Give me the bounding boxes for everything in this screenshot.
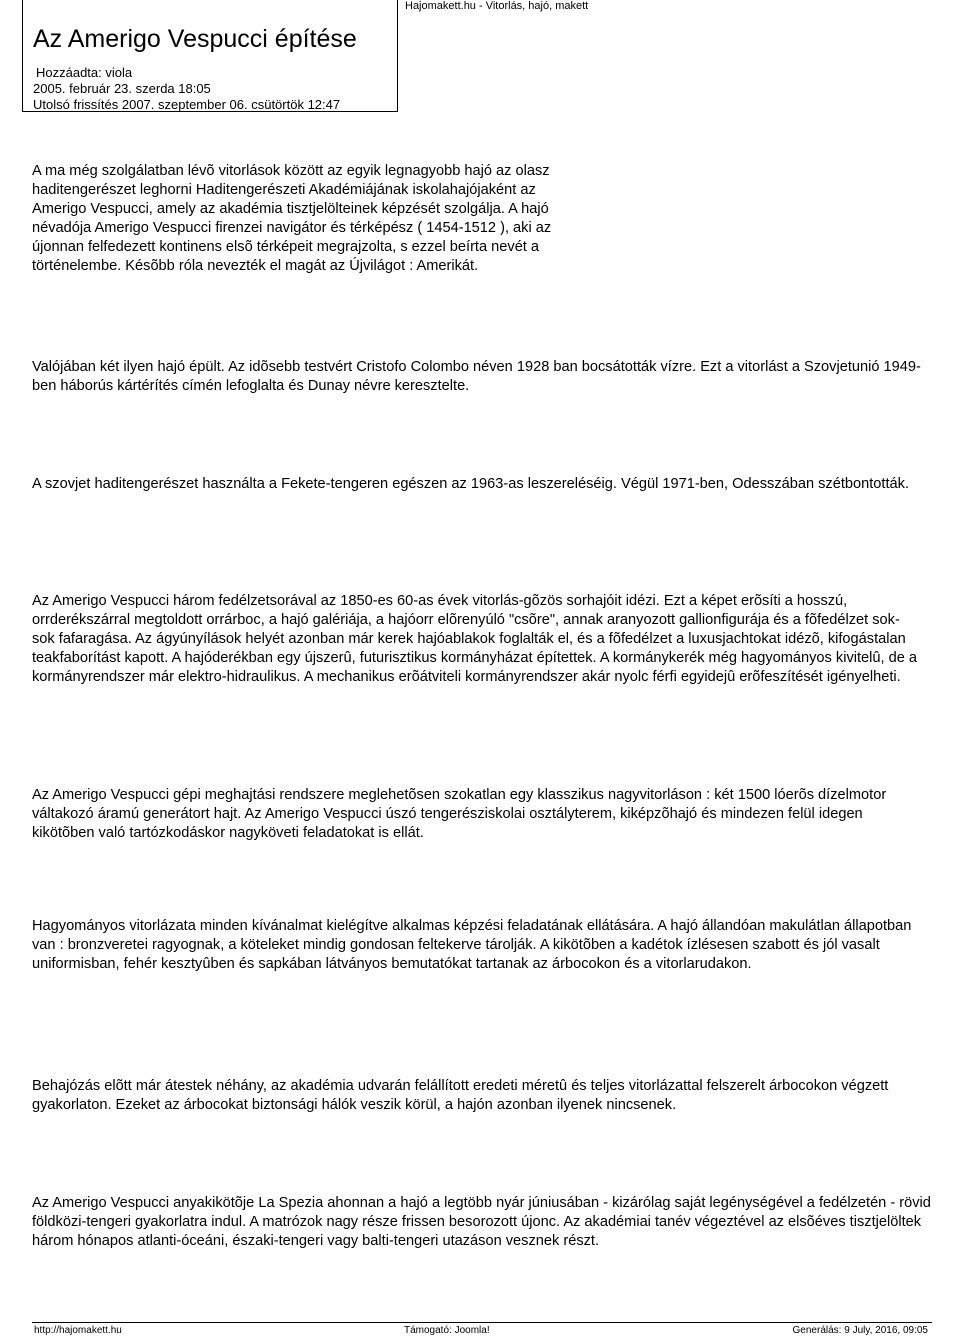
created-date: 2005. február 23. szerda 18:05 xyxy=(33,81,211,96)
article-paragraph-6: Hagyományos vitorlázata minden kívánalmat kielégítve alkalmas képzési feladatának ellátására. A hajó állandóan makulátlan állapotban van : bronzveretei ragyognak, a köteleket mindig gondosan feltekerve tárolják. A kikötõben a kadétok ízlésesen szabott és jól vasalt uniformisban, fehér kesztyûben és sapkában látványos bemutatókat tartanak az árbocokon és a vitorlarudakon. xyxy=(32,918,912,972)
article-paragraph-8: Az Amerigo Vespucci anyakikötõje La Spezia ahonnan a hajó a legtöbb nyár júniusában - kizárólag saját legénységével a fedélzetén - rövid földközi-tengeri gyakorlatra indul. A matrózok nagy része frissen besorozott újonc. Az akadémiai tanév végeztével az elsõéves tisztjelöltek három hónapos atlanti-óceáni, északi-tengeri vagy balti-tengeri utazáson vesznek részt. xyxy=(32,1195,931,1249)
site-name: Hajomakett.hu - Vitorlás, hajó, makett xyxy=(405,0,589,12)
footer-generated: Generálás: 9 July, 2016, 09:05 xyxy=(792,1325,928,1336)
article-paragraph-7: Behajózás elõtt már átestek néhány, az akadémia udvarán felállított eredeti méretû és teljes vitorlázattal felszerelt árbocokon végzett gyakorlaton. Ezeket az árbocokat biztonsági hálók veszik körül, a hajón azonban ilyenek nincsenek. xyxy=(32,1078,889,1113)
updated-date: Utolsó frissítés 2007. szeptember 06. csütörtök 12:47 xyxy=(33,97,341,112)
author-line: Hozzáadta: viola xyxy=(36,65,133,80)
footer-sponsor: Támogató: Joomla! xyxy=(404,1325,490,1336)
article-paragraph-4: Az Amerigo Vespucci három fedélzetsorával az 1850-es 60-as évek vitorlás-gõzös sorhajóit idézi. Ezt a képet erõsíti a hosszú, orrderékszárral megtoldott orrárboc, a hajó galériája, a hajóorr elõrenyúló "csõre", annak aranyozott gallionfigurája és a fõfedélzet sok-sok fafaragása. Az ágyúnyílások helyét azonban már kerek hajóablakok foglalták el, és a fõfedélzet a luxusjachtokat idézõ, kifogástalan teakfaborítást kapott. A hajóderékban egy újszerû, futurisztikus kormányházat építettek. A kormánykerék még hagyományos kivitelû, de a kormányrendszer már elektro-hidraulikus. A mechanikus erõátviteli kormányrendszer akár nyolc férfi egyidejû erõfeszítését igényelheti. xyxy=(32,593,918,685)
footer-url[interactable]: http://hajomakett.hu xyxy=(34,1325,122,1336)
page-footer xyxy=(32,1322,932,1337)
article-paragraph-3: A szovjet haditengerészet használta a Fekete-tengeren egészen az 1963-as leszereléséig. Végül 1971-ben, Odesszában szétbontották. xyxy=(32,476,909,492)
article-paragraph-1: A ma még szolgálatban lévõ vitorlások között az egyik legnagyobb hajó az olasz haditengerészet leghorni Haditengerészeti Akadémiájának iskolahajójaként az Amerigo Vespucci, amely az akadémia tisztjelölteinek képzését szolgálja. A hajó névadója Amerigo Vespucci firenzei navigátor és térképész ( 1454-1512 ), aki az újonnan felfedezett kontinens elsõ térképeit megrajzolta, s ezzel beírta nevét a történelembe. Késõbb róla nevezték el magát az Újvilágot : Amerikát. xyxy=(32,163,552,274)
article-paragraph-2: Valójában két ilyen hajó épült. Az idõsebb testvért Cristofo Colombo néven 1928 ban bocsátották vízre. Ezt a vitorlást a Szovjetunió 1949-ben háborús kártérítés címén lefoglalta és Dunay névre keresztelte. xyxy=(32,359,921,394)
article-paragraph-5: Az Amerigo Vespucci gépi meghajtási rendszere meglehetõsen szokatlan egy klasszikus nagyvitorláson : két 1500 lóerõs dízelmotor váltakozó áramú generátort hajt. Az Amerigo Vespucci úszó tengerésziskolai osztályterem, kiképzõhajó és mindezen felül idegen kikötõben való tartózkodáskor nagyköveti feladatokat is ellát. xyxy=(32,787,887,841)
page-title: Az Amerigo Vespucci építése xyxy=(33,25,357,53)
